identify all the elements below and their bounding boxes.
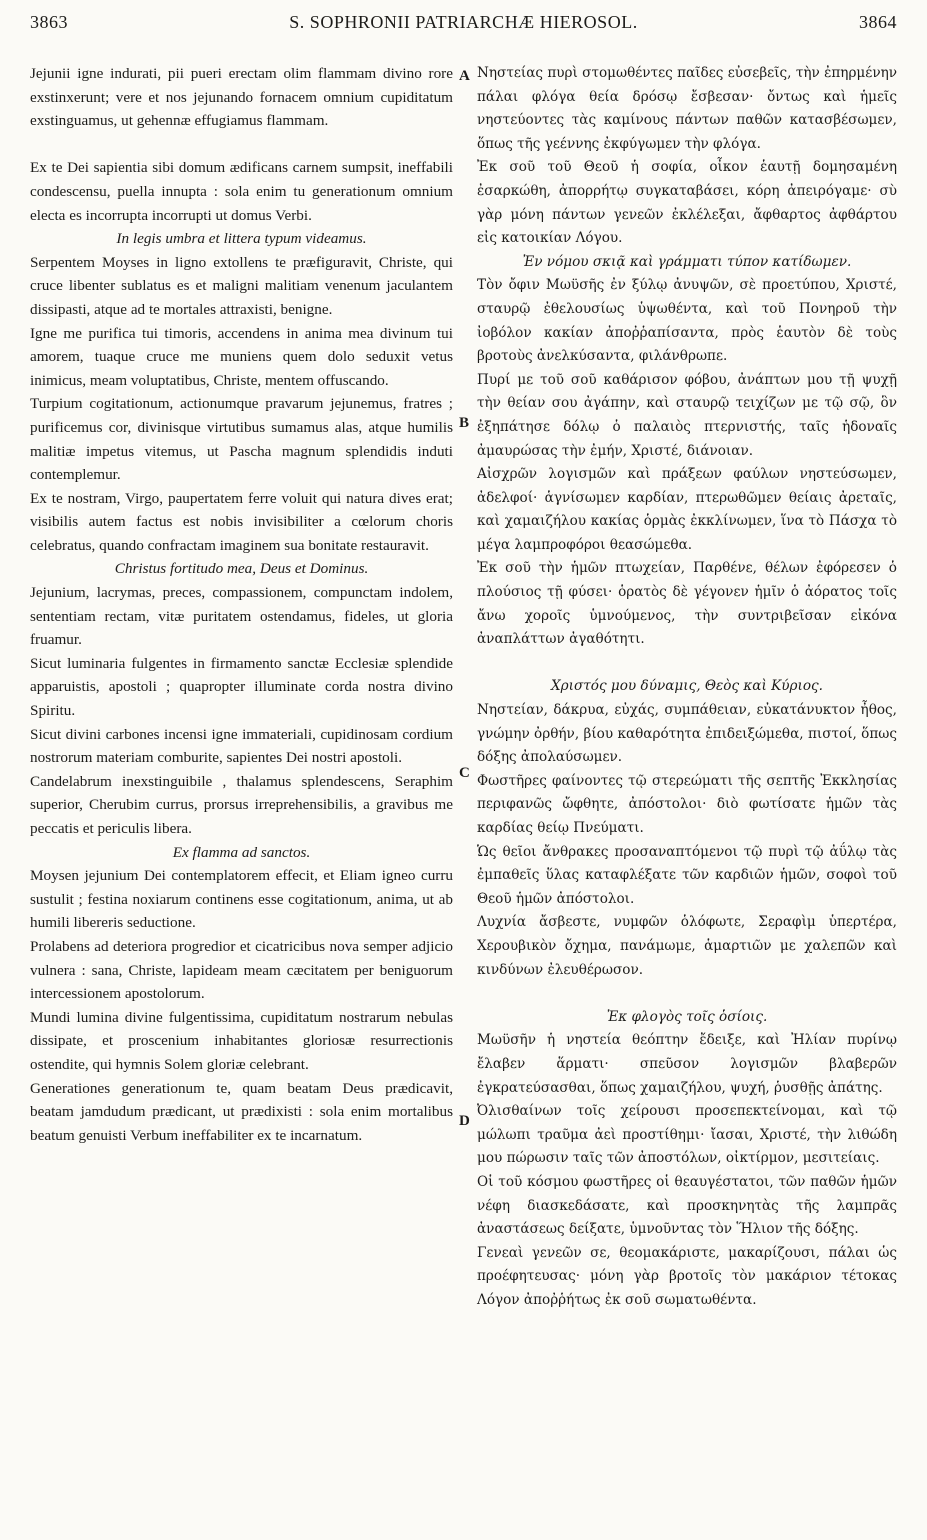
greek-heading: Χριστός μου δύναμις, Θεὸς καὶ Κύριος. <box>551 678 823 695</box>
latin-paragraph: Turpium cogitationum, actionumque pravarum jejunemus, fratres ; purificemus cor, divinisque virtutibus sumamus alas, atque humilis malitiæ impetus vitemus, ut Pascha magnum splendidis induti contemplemur. <box>30 395 453 484</box>
margin-letter-d: D <box>459 1113 470 1129</box>
latin-paragraph: Generationes generationum te, quam beatam Deus prædicavit, beatam jamdudum prædicant, ut prædixisti : sola enim mortalibus beatum genuisti Verbum ineffabiliter ex te incarnatum. <box>30 1079 453 1144</box>
greek-paragraph: Νηστείας πυρὶ στομωθέντες παῖδες εὐσεβεῖς, τὴν ἐπηρμένην πάλαι φλόγα θεία δρόσῳ ἔσβεσαν· ὄντως καὶ ἡμεῖς νηστεύοντες τὰς καμίνους πάντων παθῶν κατασβέσωμεν, ὅπως τῆς γεέννης ἐκφύγωμεν τὴν φλόγα. <box>477 65 897 152</box>
greek-column <box>477 62 897 1312</box>
latin-paragraph: Sicut luminaria fulgentes in firmamento sanctæ Ecclesiæ splendide apparuistis, apostoli ; quapropter illuminate corda nostra divino Spiritu. <box>30 654 453 720</box>
greek-paragraph: Ὡς θεῖοι ἄνθρακες προσαναπτόμενοι τῷ πυρὶ τῷ ἀΰλῳ τὰς ἐμπαθεῖς ὕλας καταφλέξατε τῶν καρδιῶν ἡμῶν, σοφοὶ τοῦ Θεοῦ ἡμῶν ἀπόστολοι. <box>477 843 897 907</box>
margin-letter-a: A <box>459 68 470 84</box>
greek-paragraph: Οἱ τοῦ κόσμου φωστῆρες οἱ θεαυγέστατοι, τῶν παθῶν ἡμῶν νέφη διασκεδάσατε, καὶ προσκηνητὰς τῆς λαμπρᾶς ἀναστάσεως δείξατε, ὑμνοῦντας τὸν Ἥλιον τῆς δόξης. <box>477 1173 897 1238</box>
latin-paragraph: Prolabens ad deteriora progredior et cicatricibus nova semper adjicio vulnera : sana, Christe, lapideam meam cæcitatem per beniguorum intercessionem apostolorum. <box>30 937 453 1003</box>
latin-heading: Ex flamma ad sanctos. <box>172 843 311 861</box>
greek-paragraph: Μωϋσῆν ἡ νηστεία θεόπτην ἔδειξε, καὶ Ἠλίαν πυρίνῳ ἔλαβεν ἅρματι· σπεῦσον λογισμῶν βλαβερῶν ἐγκρατεύσασθαι, ὅπως χαμαιζήλου, ψυχή, ῥυσθῇς ἀπάτης. <box>477 1032 897 1096</box>
greek-heading: Ἐν νόμου σκιᾷ καὶ γράμματι τύπον κατίδωμεν. <box>522 253 852 270</box>
margin-letter-c: C <box>459 765 470 781</box>
greek-paragraph: Γενεαὶ γενεῶν σε, θεομακάριστε, μακαρίζουσι, πάλαι ὡς προέφητευσας· μόνη γὰρ βροτοῖς τὸν μακάριον τέτοκας Λόγον ἀποῤῥήτως ἐκ σοῦ σωματωθέντα. <box>477 1244 897 1308</box>
greek-paragraph: Ἐκ σοῦ τὴν ἡμῶν πτωχείαν, Παρθένε, θέλων ἐφόρεσεν ὁ πλούσιος τῇ φύσει· ὁρατὸς δὲ γέγονεν ἡμῖν ὁ ἀόρατος τοῖς ἄνω χοροῖς ὑμνούμενος, τὴν συντριβεῖσαν εἰκόνα ἀναπλάττων ἀγαθότητι. <box>477 560 897 648</box>
latin-column <box>30 62 453 1147</box>
latin-paragraph: Jejunii igne indurati, pii pueri erectam olim flammam divino rore exstinxerunt; vere et nos jejunando fornacem omnium cupiditatum exstinguamus, ut gehennæ effugiamus flammam. <box>30 65 453 130</box>
margin-letter-b: B <box>459 415 470 431</box>
page-number-right: 3864 <box>859 12 897 32</box>
latin-paragraph: Igne me purifica tui timoris, accendens in anima mea divinum tui amorem, tuaque cruce me muniens quem dolo seduxit vetus inimicus, meam voluptatibus, Christe, mentem offuscando. <box>30 324 453 389</box>
running-title: S. SOPHRONII PATRIARCHÆ HIEROSOL. <box>289 12 638 32</box>
greek-paragraph: Ὀλισθαίνων τοῖς χείρουσι προσεπεκτείνομαι, καὶ τῷ μώλωπι τραῦμα ἀεὶ προστίθημι· ἴασαι, Χριστέ, τὴν λιθώδη μου πώρωσιν ταῖς τῶν ἀποστόλων, οἰκτίρμον, μεσιτείαις. <box>477 1103 897 1167</box>
latin-paragraph: Ex te nostram, Virgo, paupertatem ferre voluit qui natura dives erat; visibilis autem factus est nobis invisibiliter a cœlorum choris celebratus, quando confractam imaginem sua bonitate restauravit. <box>30 489 453 554</box>
page-header <box>30 6 897 36</box>
greek-paragraph: Ἐκ σοῦ τοῦ Θεοῦ ἡ σοφία, οἶκον ἑαυτῇ δομησαμένη ἐσαρκώθη, ἀπορρήτῳ συγκαταβάσει, κόρη ἀπειρόγαμε· σὺ γὰρ μόνη πάντων γενεῶν ἐκλέλεξαι, ἄφθαρτος ἀφθάρτου εἰς κατοικίαν Λόγου. <box>477 159 897 247</box>
latin-heading: In legis umbra et littera typum videamus. <box>116 230 367 248</box>
latin-paragraph: Jejunium, lacrymas, preces, compassionem, compunctam indolem, sententiam rectam, vitæ puritatem ostendamus, fideles, ut gloria fruamur. <box>30 584 453 649</box>
greek-paragraph: Τὸν ὄφιν Μωϋσῆς ἐν ξύλῳ ἀνυψῶν, σὲ προετύπου, Χριστέ, σταυρῷ ἐθελουσίως ὑψωθέντα, καὶ τοῦ Πονηροῦ τὴν ἰοβόλον κακίαν ἀποῤῥαπίσαντα, πρὸς ἑαυτὸν δὲ τοὺς βροτοὺς ἀνελκύσαντα, φιλάνθρωπε. <box>477 277 897 365</box>
latin-heading: Christus fortitudo mea, Deus et Dominus. <box>114 560 369 578</box>
greek-paragraph: Αἰσχρῶν λογισμῶν καὶ πράξεων φαύλων νηστεύσωμεν, ἀδελφοί· ἁγνίσωμεν καρδίαν, πτερωθῶμεν θείαις ἀρεταῖς, καὶ χαμαιζήλου κακίας ὁρμὰς ἐκκλίνωμεν, ἵνα τὸ Πάσχα τὸ μέγα λαμπροφόροι θεασώμεθα. <box>477 466 897 553</box>
latin-paragraph: Moysen jejunium Dei contemplatorem effecit, et Eliam igneo curru sustulit ; festina noxiarum continens esse cogitationum, anima, ut ab humili libereris seductione. <box>30 867 453 932</box>
greek-paragraph: Νηστείαν, δάκρυα, εὐχάς, συμπάθειαν, εὐκατάνυκτον ἦθος, γνώμην ὀρθήν, βίου καθαρότητα ἐπιδειξώμεθα, πιστοί, ὅπως δόξης ἀπολαύσωμεν. <box>477 702 897 766</box>
latin-paragraph: Candelabrum inexstinguibile , thalamus splendescens, Seraphim superior, Cherubim currus, prorsus irreprehensibilis, a gravibus me peccatis et periculis libera. <box>30 772 453 837</box>
latin-paragraph: Mundi lumina divine fulgentissima, cupiditatum nostrarum nebulas dissipate, et proscenium inhabitantes gloriosæ resurrectionis ostendite, qui hymnis Solem gloriæ celebrant. <box>30 1008 453 1073</box>
latin-paragraph: Sicut divini carbones incensi igne immateriali, cupidinosam cordium nostrorum materiam comburite, sapientes Dei nostri apostoli. <box>30 725 453 767</box>
latin-paragraph: Serpentem Moyses in ligno extollens te præfiguravit, Christe, qui cruce libenter sublatus es et maligni malitiam venenum jaculantem dissipasti, atque ad te mortales attraxisti, benigne. <box>30 253 453 318</box>
latin-paragraph: Ex te Dei sapientia sibi domum ædificans carnem sumpsit, ineffabili condescensu, puella innupta : sola enim tu generationum omnium electa es incorrupta incorrupti ut domus Verbi. <box>30 159 453 224</box>
page-number-left: 3863 <box>30 12 68 32</box>
greek-paragraph: Πυρί με τοῦ σοῦ καθάρισον φόβου, ἀνάπτων μου τῇ ψυχῇ τὴν θείαν σου ἀγάπην, καὶ σταυρῷ τειχίζων με τῷ σῷ, ὃν ἐξηπάτησε δόλῳ ὁ παλαιὸς πτερνιστής, ταῖς ἡδοναῖς ἀμαυρώσας τὴν ἐμήν, Χριστέ, διάνοιαν. <box>477 371 897 459</box>
greek-paragraph: Λυχνία ἄσβεστε, νυμφῶν ὁλόφωτε, Σεραφὶμ ὑπερτέρα, Χερουβικὸν ὄχημα, πανάμωμε, ἁμαρτιῶν με χαλεπῶν καὶ κινδύνων ἐλευθέρωσον. <box>477 914 897 978</box>
greek-heading: Ἐκ φλογὸς τοῖς ὁσίοις. <box>606 1008 768 1025</box>
greek-paragraph: Φωστῆρες φαίνοντες τῷ στερεώματι τῆς σεπτῆς Ἐκκλησίας περιφανῶς ὤφθητε, ἀπόστολοι· διὸ φωτίσατε ἡμῶν τὰς καρδίας θείῳ Πνεύματι. <box>477 772 897 836</box>
